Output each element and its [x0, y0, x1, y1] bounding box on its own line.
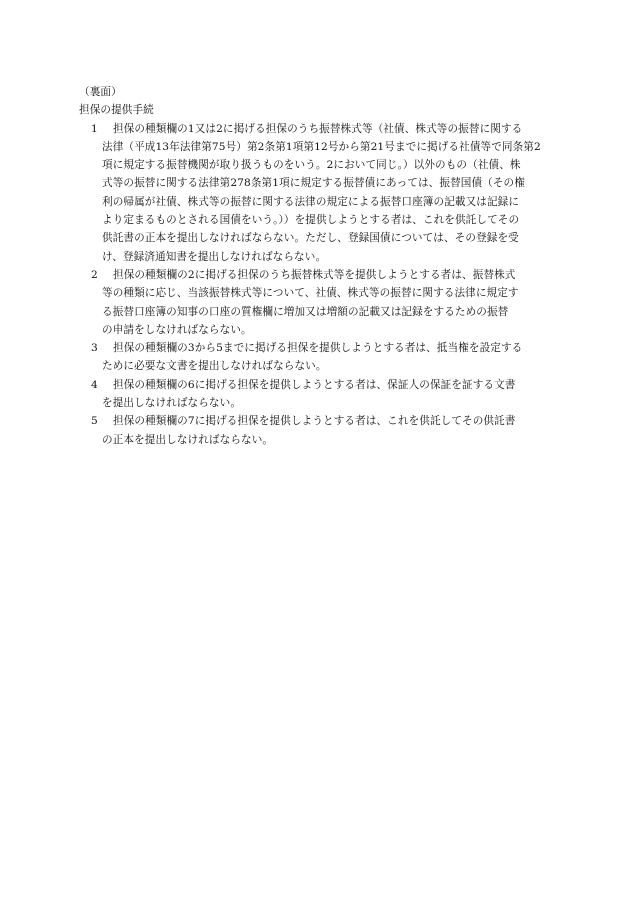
document-page [79, 83, 559, 449]
procedure-item-4 [79, 376, 559, 413]
item-first-line [79, 339, 559, 357]
item-line: 項に規定する振替機関が取り扱うものをいう。2において同じ。）以外のもの（社債、株 [102, 159, 521, 172]
item-number: 4 [91, 378, 98, 391]
item-line: の申請をしなければならない。 [102, 323, 252, 336]
item-line: の正本を提出しなければならない。 [102, 433, 274, 446]
item-text: 担保の種類欄の6に掲げる担保を提供しようとする者は、保証人の保証を証する文書 [113, 378, 516, 391]
item-line: 利の帰属が社債、株式等の振替に関する法律の規定による振替口座簿の記載又は記録に [102, 195, 520, 208]
item-line: 式等の振替に関する法律第278条第1項に規定する振替債にあっては、振替国債（その権 [102, 177, 525, 190]
procedure-item-2 [79, 266, 559, 339]
item-text: 担保の種類欄の2に掲げる担保のうち振替株式等を提供しようとする者は、振替株式 [113, 268, 516, 281]
item-first-line [79, 266, 559, 284]
item-number: 3 [91, 342, 98, 355]
item-line: より定まるものとされる国債をいう。））を提供しようとする者は、これを供託してその [102, 214, 520, 227]
item-number: 1 [91, 122, 98, 135]
item-first-line [79, 376, 559, 394]
item-text: 担保の種類欄の1又は2に掲げる担保のうち振替株式等（社債、株式等の振替に関する [113, 122, 523, 135]
item-first-line [79, 412, 559, 430]
side-label: （裏面） [79, 86, 122, 98]
item-line: を提出しなければならない。 [102, 397, 242, 410]
procedure-item-1 [79, 120, 559, 266]
procedure-item-3 [79, 339, 559, 376]
item-line: 供託書の正本を提出しなければならない。ただし、登録国債については、その登録を受 [102, 232, 519, 245]
item-line: 等の種類に応じ、当該振替株式等について、社債、株式等の振替に関する法律に規定す [102, 287, 519, 300]
item-line: ために必要な文書を提出しなければならない。 [102, 360, 327, 373]
item-line: 法律（平成13年法律第75号）第2条第1項第12号から第21号までに掲げる社債等で同条第2 [102, 140, 541, 153]
item-number: 2 [91, 268, 98, 281]
section-title: 担保の提供手続 [79, 104, 154, 117]
item-text: 担保の種類欄の3から5までに掲げる担保を提供しようとする者は、抵当権を設定する [113, 342, 523, 355]
item-number: 5 [91, 415, 98, 428]
item-line: け、登録済通知書を提出しなければならない。 [102, 250, 327, 263]
item-first-line [79, 120, 559, 138]
item-line: る振替口座簿の知事の口座の質権欄に増加又は増額の記載又は記録をするための振替 [102, 305, 509, 318]
item-text: 担保の種類欄の7に掲げる担保を提供しようとする者は、これを供託してその供託書 [113, 415, 516, 428]
procedure-item-5 [79, 412, 559, 449]
